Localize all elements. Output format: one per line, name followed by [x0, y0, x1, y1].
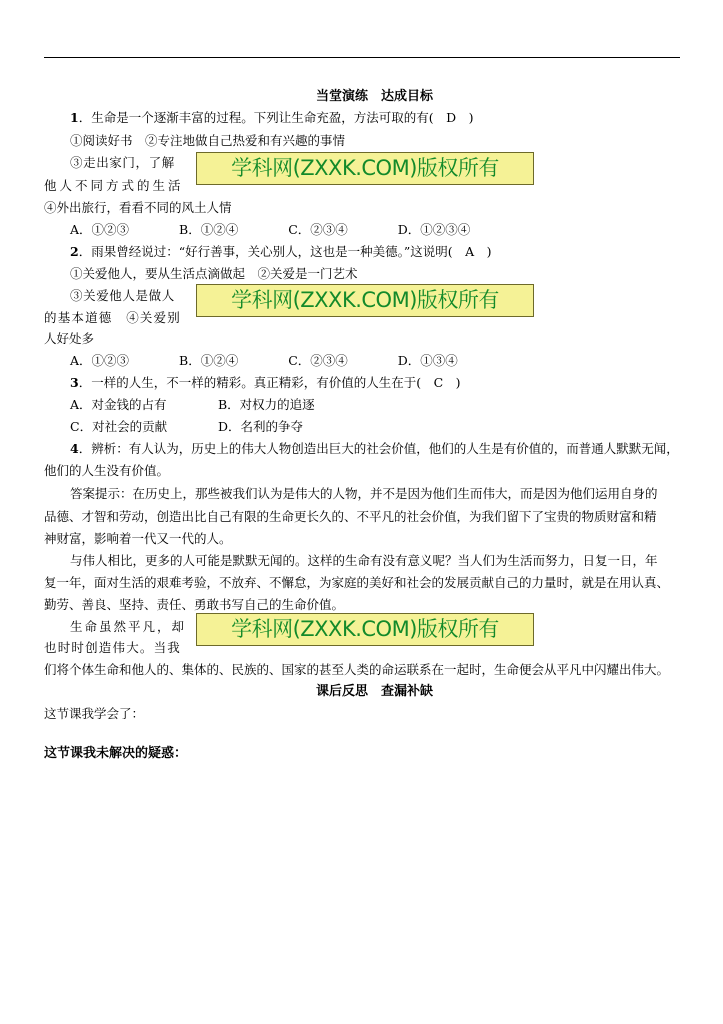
q4-stem-text: ．辨析：有人认为，历史上的伟大人物创造出巨大的社会价值，他们的人生是有价值的，而普通人默默无闻，: [78, 441, 679, 456]
q3-number: 3: [70, 375, 79, 390]
q4-number: 4: [70, 441, 79, 456]
answer-hint-p1-line3: 神财富，影响着一代又一代的人。: [44, 531, 232, 546]
learned-label: 这节课我学会了：: [44, 706, 145, 721]
answer-hint-p2-line1: 与伟人相比，更多的人可能是默默无闻的。这样的生命有没有意义呢？当人们为生活而努力，日复一日，年: [70, 553, 658, 568]
q1-options: A．①②③ B．①②④ C．②③④ D．①②③④: [70, 222, 471, 237]
q4-stem-line2: 他们的人生没有价值。: [44, 463, 170, 478]
q2-stem: [70, 244, 492, 259]
copyright-watermark: 学科网(ZXXK.COM)版权所有: [196, 284, 534, 317]
q1-line2: ①阅读好书 ②专注地做自己热爱和有兴趣的事情: [70, 133, 346, 148]
q2-number: 2: [70, 244, 79, 259]
q1-stem: [70, 110, 473, 125]
section-title-reflection: 课后反思 查漏补缺: [316, 684, 434, 699]
answer-hint-p1-line2: 品德、才智和劳动，创造出比自己有限的生命更长久的、不平凡的社会价值，为我们留下了宝贵的物质财富和精: [44, 509, 657, 524]
q2-stem-text: ．雨果曾经说过：“好行善事，关心别人，这也是一种美德。”这说明( A ): [78, 244, 492, 259]
q3-stem: [70, 375, 461, 390]
q3-option-a: A．对金钱的占有: [70, 397, 167, 412]
answer-hint-p2-line3: 勤劳、善良、坚持、责任、勇敢书写自己的生命价值。: [44, 597, 345, 612]
q3-option-b: B．对权力的追逐: [218, 397, 315, 412]
q2-line4: 的基本道德 ④关爱别: [44, 310, 182, 325]
q4-stem: [70, 441, 679, 456]
answer-hint-p2-line2: 复一年，面对生活的艰难考验，不放弃、不懈怠，为家庭的美好和社会的发展贡献自己的力量时，就是在用认真、: [44, 575, 670, 590]
q3-option-d: D．名利的争夺: [218, 419, 304, 434]
copyright-watermark: 学科网(ZXXK.COM)版权所有: [196, 613, 534, 646]
section-title-practice: 当堂演练 达成目标: [316, 89, 434, 104]
doubts-label: 这节课我未解决的疑惑：: [44, 746, 188, 761]
copyright-watermark: 学科网(ZXXK.COM)版权所有: [196, 152, 534, 185]
q3-stem-text: ．一样的人生，不一样的精彩。真正精彩，有价值的人生在于( C ): [78, 375, 461, 390]
answer-hint-p3-line2: 也时时创造伟大。当我: [44, 640, 182, 655]
q1-line3: ③走出家门，了解: [70, 155, 175, 170]
q1-line4: 他人不同方式的生活: [44, 178, 184, 193]
q2-line2: ①关爱他人，要从生活点滴做起 ②关爱是一门艺术: [70, 266, 358, 281]
q1-line5: ④外出旅行，看看不同的风土人情: [44, 200, 232, 215]
q2-options: A．①②③ B．①②④ C．②③④ D．①③④: [70, 353, 458, 368]
q1-number: 1: [70, 110, 79, 125]
q1-stem-text: ．生命是一个逐渐丰富的过程。下列让生命充盈，方法可取的有( D ): [78, 110, 474, 125]
answer-hint-p3-line1: 生命虽然平凡，却: [70, 619, 187, 634]
header-rule: [44, 57, 680, 58]
q3-option-c: C．对社会的贡献: [70, 419, 168, 434]
answer-hint-p3-line3: 们将个体生命和他人的、集体的、民族的、国家的甚至人类的命运联系在一起时，生命便会从平凡中闪耀出伟大。: [44, 662, 670, 677]
answer-hint-p1-line1: 答案提示：在历史上，那些被我们认为是伟大的人物，并不是因为他们生而伟大，而是因为他们运用自身的: [70, 486, 658, 501]
q2-line5: 人好处多: [44, 331, 95, 346]
q2-line3: ③关爱他人是做人: [70, 288, 175, 303]
